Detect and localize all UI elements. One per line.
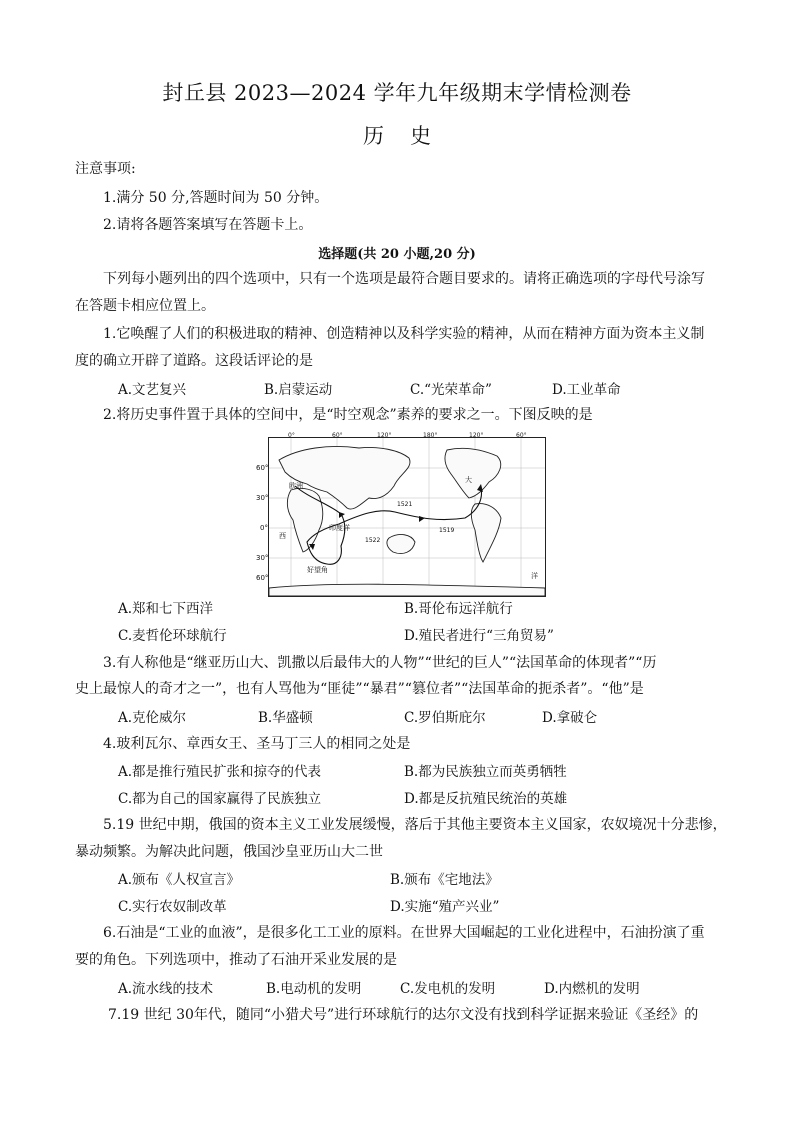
lat-label: 30°	[256, 554, 269, 562]
question-4-option-d[interactable]: D.都是反抗殖民统治的英雄	[404, 791, 568, 807]
question-1-option-d[interactable]: D.工业革命	[552, 382, 621, 398]
question-6-option-c[interactable]: C.发电机的发明	[400, 981, 496, 997]
voyage-route	[295, 486, 481, 564]
question-3-option-d[interactable]: D.拿破仑	[542, 710, 598, 726]
question-4-option-a[interactable]: A.都是推行殖民扩张和掠夺的代表	[118, 764, 322, 780]
notice-item: 1.满分 50 分,答题时间为 50 分钟。	[103, 190, 329, 206]
world-map-svg	[269, 432, 545, 596]
lat-label: 60°	[256, 464, 269, 472]
place-label-ocean-char: 洋	[531, 572, 538, 580]
year-label: 1519	[439, 527, 455, 534]
question-2-option-c[interactable]: C.麦哲伦环球航行	[118, 628, 227, 644]
question-2-option-d[interactable]: D.殖民者进行“三角贸易”	[404, 628, 554, 644]
question-5-option-d[interactable]: D.实施“殖产兴业”	[390, 899, 500, 915]
place-label-ocean-char: 西	[279, 532, 286, 540]
question-4-option-c[interactable]: C.都为自己的国家赢得了民族独立	[118, 791, 322, 807]
place-label-indian-ocean: 印度洋	[329, 524, 350, 532]
australia-outline	[387, 535, 415, 554]
question-6-stem: 6.石油是“工业的血液”，是很多化工工业的原料。在世界大国崛起的工业化进程中，石油扮演了重	[103, 925, 705, 941]
world-map-figure	[268, 432, 546, 597]
question-2-stem: 2.将历史事件置于具体的空间中，是“时空观念”素养的要求之一。下图反映的是	[103, 407, 593, 423]
question-1-option-c[interactable]: C.“光荣革命”	[410, 382, 492, 398]
question-3-option-a[interactable]: A.克伦威尔	[118, 710, 187, 726]
question-1-option-b[interactable]: B.启蒙运动	[264, 382, 333, 398]
place-label-europe: 欧洲	[289, 482, 303, 490]
south-america-outline	[471, 504, 501, 562]
lon-label: 180°	[423, 432, 438, 439]
lon-label: 0°	[288, 432, 295, 439]
africa-outline	[287, 488, 322, 552]
question-2-option-b[interactable]: B.哥伦布远洋航行	[404, 601, 513, 617]
question-5-option-a[interactable]: A.颁布《人权宣言》	[118, 872, 241, 888]
question-4-option-b[interactable]: B.都为民族独立而英勇牺牲	[404, 764, 567, 780]
question-3-stem: 史上最惊人的奇才之一”，也有人骂他为“匪徒”“暴君”“篡位者”“法国革命的扼杀者”。“他”是	[75, 681, 644, 697]
question-5-option-b[interactable]: B.颁布《宅地法》	[390, 872, 499, 888]
lon-label: 60°	[516, 432, 527, 439]
subject-title: 历史	[363, 124, 457, 148]
question-3-option-c[interactable]: C.罗伯斯庇尔	[404, 710, 486, 726]
place-label-ocean-char: 大	[465, 476, 472, 484]
question-1-stem: 1.它唤醒了人们的积极进取的精神、创造精神以及科学实验的精神，从而在精神方面为资本主义制	[103, 326, 705, 342]
question-5-stem: 暴动频繁。为解决此问题，俄国沙皇亚历山大二世	[75, 844, 383, 860]
question-5-option-c[interactable]: C.实行农奴制改革	[118, 899, 227, 915]
lon-label: 60°	[332, 432, 343, 439]
section-instructions: 下列每小题列出的四个选项中，只有一个选项是最符合题目要求的。请将正确选项的字母代号涂写	[103, 271, 705, 287]
question-7-stem: 7.19 世纪 30年代，随同“小猎犬号”进行环球航行的达尔文没有找到科学证据来验证《圣经》的	[108, 1007, 699, 1023]
lat-label: 30°	[256, 494, 269, 502]
question-5-stem: 5.19 世纪中期，俄国的资本主义工业发展缓慢，落后于其他主要资本主义国家，农奴境况十分悲惨，	[103, 817, 727, 833]
year-label: 1521	[397, 501, 413, 508]
question-3-option-b[interactable]: B.华盛顿	[258, 710, 313, 726]
question-3-stem: 3.有人称他是“继亚历山大、凯撒以后最伟大的人物”“世纪的巨人”“法国革命的体现者”“历	[103, 655, 657, 671]
lat-label: 0°	[260, 524, 268, 532]
notice-item: 2.请将各题答案填写在答题卡上。	[103, 217, 313, 233]
question-2-option-a[interactable]: A.郑和七下西洋	[118, 601, 214, 617]
question-6-option-b[interactable]: B.电动机的发明	[266, 981, 362, 997]
antarctica-outline	[269, 584, 545, 596]
year-label: 1522	[365, 537, 381, 544]
lon-label: 120°	[377, 432, 392, 439]
question-6-option-d[interactable]: D.内燃机的发明	[544, 981, 640, 997]
notice-heading: 注意事项:	[75, 161, 136, 177]
section-title: 选择题(共 20 小题,20 分)	[318, 247, 476, 262]
question-6-option-a[interactable]: A.流水线的技术	[118, 981, 214, 997]
north-america-outline	[445, 448, 501, 498]
section-instructions: 在答题卡相应位置上。	[75, 298, 215, 314]
place-label-cape: 好望角	[307, 566, 328, 574]
question-1-option-a[interactable]: A.文艺复兴	[118, 382, 187, 398]
exam-title: 封丘县 2023—2024 学年九年级期末学情检测卷	[162, 81, 632, 105]
question-4-stem: 4.玻利瓦尔、章西女王、圣马丁三人的相同之处是	[103, 736, 411, 752]
lon-label: 120°	[469, 432, 484, 439]
question-1-stem: 度的确立开辟了道路。这段话评论的是	[75, 353, 313, 369]
lat-label: 60°	[256, 574, 269, 582]
question-6-stem: 要的角色。下列选项中，推动了石油开采业发展的是	[75, 952, 397, 968]
